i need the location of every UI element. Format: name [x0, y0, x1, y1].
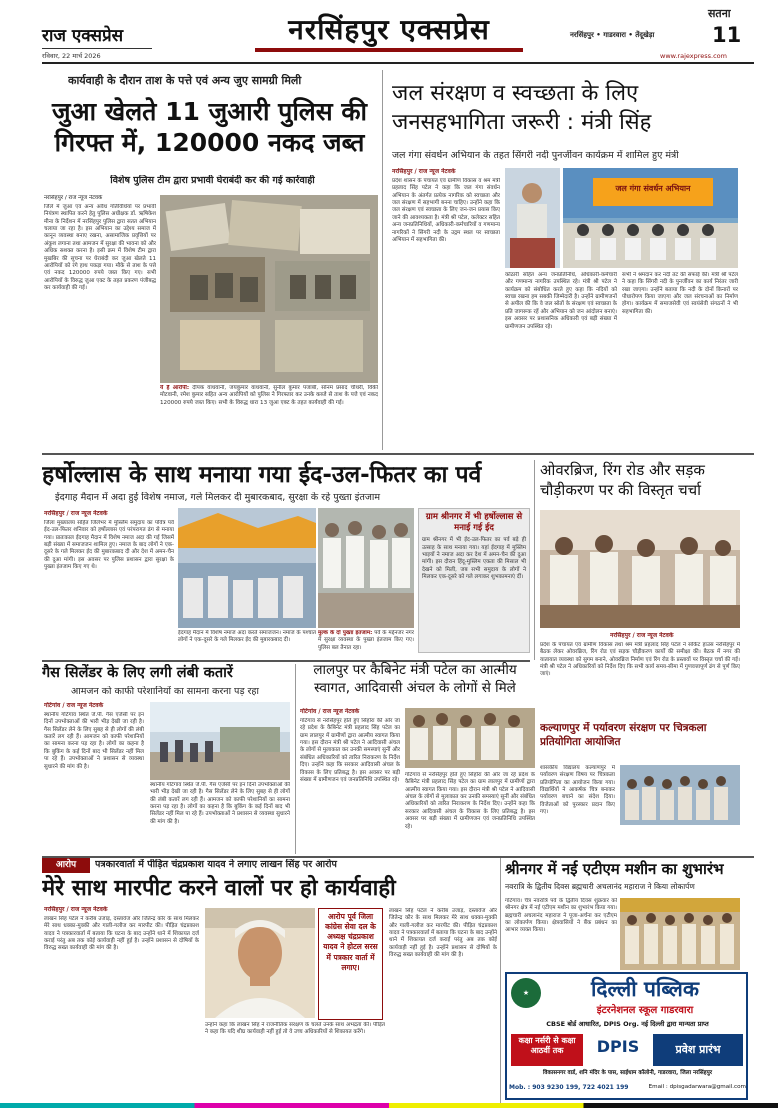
kalyanpur-body: शासकीय विद्यालय कल्याणपुर में पर्यावरण संरक्षण विषय पर चित्रकला प्रतियोगिता का आयोजन किया गया। विद्यार्थियों ने आकर्षक चित्र बनाकर पर्यावरण बचाने का संदेश दिया। विजेताओं को पुरस्कार प्रदान किए गए।	[540, 765, 615, 816]
ad-address: विकासनगर वार्ड, शनि मंदिर के पास, साईधाम कॉलोनी, गाडरवारा, जिला नरसिंहपुर	[542, 1070, 713, 1076]
gas-headline: गैस सिलेंडर के लिए लगी लंबी कतारें	[42, 665, 233, 681]
eid-photo-2	[318, 508, 414, 628]
gas-deck: आमजन को काफी परेशानियों का सामना करना पड़ रहा	[71, 686, 259, 697]
atm-photo	[620, 898, 740, 970]
ad-phone: Mob. : 903 9230 199, 722 4021 199	[509, 1084, 629, 1091]
eid-caption-1: ईदगाह मैदान में विशेष नमाज अदा करते समाजजन। नमाज के पश्चात लोगों ने एक-दूसरे के गले मिलकर ईद की मुबारकबाद दी।	[178, 630, 316, 644]
date-label: रविवार, 22 मार्च 2026	[42, 52, 101, 60]
gas-body-repeat: स्थानीय गोटेगांव स्थित जे.पी. गैस एजेंसी पर इन दिनों उपभोक्ताओं की भारी भीड़ देखी जा रही है। गैस सिलेंडर लेने के लिए सुबह से ही लोगों की लंबी कतारें लग रही हैं। आमजन को काफी परेशानियों का सामना करना पड़ रहा है। लोगों का कहना है कि बुकिंग के कई दिनों बाद भी सिलेंडर नहीं मिल पा रहे हैं। उपभोक्ताओं ने प्रशासन से व्यवस्था सुधारने की मांग की है।	[150, 782, 290, 825]
assault-body: लाखन सिंह पटेल ने करीब उजाड़, दस्तावेज और जितेन्द्र कौर के साथ मिलकर मेरे साथ धक्का-मुक्की और गाली-गलौज कर मारपीट की। पीड़ित चंद्रप्रकाश यादव ने पत्रकारवार्ता में बताया कि घटना के बाद उन्होंने थाने में शिकायत दर्ज कराई परंतु अब तक कोई कार्यवाही नहीं हुई है। उन्होंने प्रशासन से दोषियों के विरुद्ध सख्त कार्यवाही की मांग की है।	[44, 916, 199, 952]
city-label: सतना	[708, 7, 731, 20]
assault-body-repeat: लाखन सिंह पटेल ने करीब उजाड़, दस्तावेज और जितेन्द्र कौर के साथ मिलकर मेरे साथ धक्का-मुक्की और गाली-गलौज कर मारपीट की। पीड़ित चंद्रप्रकाश यादव ने पत्रकारवार्ता में बताया कि घटना के बाद उन्होंने थाने में शिकायत दर्ज कराई परंतु अब तक कोई कार्यवाही नहीं हुई है। उन्होंने प्रशासन से दोषियों के विरुद्ध सख्त कार्यवाही की मांग की है।	[389, 908, 497, 959]
gambling-caption-lead: ये हैं आरोपी:	[160, 385, 190, 391]
lalpur-body: गोटेगांव से नरसिंहपुर होते हुए सिहोरा की ओर जा रहे प्रदेश के कैबिनेट मंत्री प्रहलाद सिंह पटेल का ग्राम लालपुर में ग्रामीणों द्वारा आत्मीय स्वागत किया गया। इस दौरान मंत्री श्री पटेल ने आदिवासी अंचल के लोगों से मुलाकात कर उनकी समस्याएं सुनीं और संबंधित अधिकारियों को त्वरित निराकरण के निर्देश दिए। उन्होंने कहा कि सरकार आदिवासी अंचल के विकास के लिए प्रतिबद्ध है। इस अवसर पर बड़ी संख्या में ग्रामीणजन एवं जनप्रतिनिधि उपस्थित रहे।	[300, 718, 400, 783]
water-photo-stage	[563, 168, 738, 268]
water-photo-minister	[505, 168, 560, 268]
lalpur-headline: लालपुर पर कैबिनेट मंत्री पटेल का आत्मीय स्वागत, आदिवासी अंचल के लोगों से मिले	[313, 662, 517, 696]
registration-marks	[0, 1103, 778, 1108]
eid-caption-2-text: पर्व के मद्देनजर नगर में सुरक्षा व्यवस्था के पुख्ता इंतजाम किए गए। पुलिस बल तैनात रहा।	[318, 630, 414, 651]
gambling-byline: नरसिंहपुर / राज न्यूज नेटवर्क	[44, 195, 103, 201]
assault-byline: नरसिंहपुर / राज न्यूज नेटवर्क	[44, 906, 108, 913]
water-byline: नरसिंहपुर / राज न्यूज नेटवर्क	[392, 168, 456, 175]
gas-body-2	[150, 782, 290, 852]
lalpur-photo	[405, 708, 535, 768]
eid-inset	[418, 508, 530, 653]
ad-admission: प्रवेश प्रारंभ	[653, 1034, 743, 1066]
ad-school-logo: ★	[511, 978, 541, 1008]
assault-body-3	[389, 908, 497, 1100]
gas-photo	[150, 702, 290, 780]
assault-photo	[205, 908, 315, 1018]
assault-tag: आरोप	[42, 858, 90, 873]
assault-headline: मेरे साथ मारपीट करने वालों पर हो कार्यवाही	[42, 876, 396, 901]
kalyanpur-photo	[620, 765, 740, 825]
gambling-caption-text: दीपक वाधवानी, जयकुमार वाधवानी, सुनील कुमार पंजाबी, सोनम प्रसाद चौधरी, विकी मोटवानी, रमेश कुमार सहित अन्य आरोपियों को पुलिस ने गिरफ्तार कर उनके कब्जे से ताश के पत्ते एवं नकद 120000 रुपये जब्त किए। सभी के विरुद्ध धारा 13 जुआ एक्ट के तहत कार्यवाही की गई।	[160, 385, 378, 406]
gambling-photo	[160, 195, 378, 383]
lalpur-body-repeat: गोटेगांव से नरसिंहपुर होते हुए सिहोरा की ओर जा रहे प्रदेश के कैबिनेट मंत्री प्रहलाद सिंह पटेल का ग्राम लालपुर में ग्रामीणों द्वारा आत्मीय स्वागत किया गया। इस दौरान मंत्री श्री पटेल ने आदिवासी अंचल के लोगों से मुलाकात कर उनकी समस्याएं सुनीं और संबंधित अधिकारियों को त्वरित निराकरण के निर्देश दिए। उन्होंने कहा कि सरकार आदिवासी अंचल के विकास के लिए प्रतिबद्ध है। इस अवसर पर बड़ी संख्या में ग्रामीणजन एवं जनप्रतिनिधि उपस्थित रहे।	[405, 772, 535, 830]
eid-body: जिला मुख्यालय सहित जिलेभर में मुस्लिम समुदाय का पवित्र पर्व ईद-उल-फितर शनिवार को हर्षोल्लास एवं परंपरागत ढंग से मनाया गया। प्रातःकाल ईदगाह मैदान में विशेष नमाज अदा की गई जिसमें बड़ी संख्या में समाजजन शामिल हुए। नमाज के बाद लोगों ने एक-दूसरे के गले मिलकर ईद की मुबारकबाद दी और देश में अमन-चैन की दुआ मांगी। इस अवसर पर पुलिस प्रशासन द्वारा सुरक्षा के पुख्ता इंतजाम किए गए थे।	[44, 520, 174, 571]
ad-classes: कक्षा नर्सरी से कक्षा आठवीं तक	[511, 1034, 583, 1066]
water-body-1: प्रदेश शासन के पंचायत एवं ग्रामीण विकास व श्रम मंत्री प्रहलाद सिंह पटेल ने कहा कि जल गंगा संवर्धन अभियान के अंतर्गत प्रत्येक नागरिक को स्वच्छता और जल संरक्षण में सहभागी बनना चाहिए। उन्होंने कहा कि जल संरक्षण एवं स्वच्छता के लिए जन-जन प्रयास किए जाने की आवश्यकता है। मंत्री श्री पटेल, कलेक्टर सहित अन्य जनप्रतिनिधियों, अधिकारी-कर्मचारियों व गणमान्य नागरिकों ने सिंगरी नदी के उद्गम स्थल पर स्वच्छता अभियान में सहभागिता की।	[392, 178, 500, 243]
ad-sub: इंटरनेशनल स्कूल गाडरवारा	[596, 1005, 694, 1016]
atm-body: गोटेगांव। चैत्र नवरात्रि पर्व के द्वितीय दिवस शुक्रवार को श्रीनगर क्षेत्र में नई एटीएम मशीन का शुभारंभ किया गया। ब्रह्मचारी अचलानंद महाराज ने पूजा-अर्चना कर एटीएम का लोकार्पण किया। क्षेत्रवासियों ने बैंक प्रबंधन का आभार व्यक्त किया।	[505, 898, 617, 934]
ad-brand: दिल्ली पब्लिक	[590, 977, 700, 1001]
overbridge-byline: नरसिंहपुर / राज न्यूज नेटवर्क	[610, 632, 674, 639]
overbridge-headline: ओवरब्रिज, रिंग रोड और सड़क चौड़ीकरण पर की विस्तृत चर्चा	[540, 461, 705, 500]
places-label: नरसिंहपुर • गाडरवारा • तेंदूखेड़ा	[570, 31, 655, 39]
website: www.rajexpress.com	[660, 52, 727, 60]
assault-kicker: पत्रकारवार्ता में पीड़ित चंद्रप्रकाश यादव ने लगाए लाखन सिंह पर आरोप	[95, 859, 337, 870]
gambling-deck: विशेष पुलिस टीम द्वारा प्रभावी घेराबंदी कर की गई कार्रवाही	[110, 175, 315, 186]
eid-photo-1	[178, 508, 316, 628]
school-ad	[505, 972, 748, 1100]
masthead	[0, 0, 778, 64]
gas-byline: गोटेगांव / राज न्यूज नेटवर्क	[44, 702, 104, 709]
gambling-caption	[160, 385, 378, 445]
water-stage-banner: जल गंगा संवर्धन अभियान	[615, 184, 691, 193]
overbridge-photo	[540, 510, 740, 628]
eid-byline: नरसिंहपुर / राज न्यूज नेटवर्क	[44, 510, 108, 517]
edition-label: राज एक्सप्रेस	[42, 26, 124, 46]
page-number: 11	[712, 23, 742, 47]
gambling-body: जिले में जुआ एवं अन्य अवैध गतिविधियों पर प्रभावी नियंत्रण स्थापित करने हेतु पुलिस अधीक्षक डॉ. ऋषिकेश मीना के निर्देशन में नरसिंहपुर पुलिस द्वारा सतत अभियान चलाया जा रहा है। इस अभियान का उद्देश्य समाज में कानून व्यवस्था बनाए रखना, असामाजिक प्रवृत्तियों पर अंकुश लगाना तथा आमजन में सुरक्षा की भावना को और अधिक सशक्त करना है। इसी क्रम में विशेष टीम द्वारा मुखबिर की सूचना पर घेराबंदी कर जुआ खेलते 11 आरोपियों को रंगे हाथ पकड़ा गया। मौके से ताश के पत्ते एवं नकद 120000 रुपये जब्त किए गए। सभी आरोपियों के विरुद्ध जुआ एक्ट के तहत प्रकरण पंजीबद्ध कर कार्यवाही की गई।	[44, 204, 156, 291]
water-headline: जल संरक्षण व स्वच्छता के लिए जनसहभागिता जरूरी : मंत्री सिंह	[392, 81, 652, 135]
eid-inset-headline: ग्राम श्रीनगर में भी हर्षोल्लास से मनाई गई ईद	[425, 512, 523, 533]
kalyanpur-headline: कल्याणपुर में पर्यावरण संरक्षण पर चित्रकला प्रतियोगिता आयोजित	[540, 722, 707, 748]
eid-inset-body: ग्राम श्रीनगर में भी ईद-उल-फितर का पर्व बड़े ही उत्साह के साथ मनाया गया। यहां ईदगाह में मुस्लिम भाइयों ने नमाज अदा कर देश में अमन-चैन की दुआ मांगी। इस दौरान हिंदू-मुस्लिम एकता की मिसाल भी देखने को मिली, जब सभी समुदाय के लोगों ने मिलकर एक-दूसरे को गले लगाकर शुभकामनाएं दीं।	[422, 537, 526, 581]
assault-body-2: उन्होंने कहा कि लाखन सिंह ने राजनीतिक संरक्षण के चलते उनके साथ अभद्रता की। पीड़ित ने कहा कि यदि शीघ्र कार्यवाही नहीं हुई तो वे उच्च अधिकारियों से शिकायत करेंगे।	[205, 1022, 385, 1036]
water-body-3: सभी ने श्रमदान कर नदी तट की सफाई की। मंत्री श्री पटेल ने कहा कि सिंगरी नदी के पुनर्जीवन का कार्य निरंतर जारी रखा जाएगा। उन्होंने बताया कि नदी के दोनों किनारों पर पौधारोपण किया जाएगा और जल संरचनाओं का निर्माण होगा। कार्यक्रम में समाजसेवी एवं स्वयंसेवी संगठनों ने भी सहभागिता की।	[622, 272, 738, 315]
atm-headline: श्रीनगर में नई एटीएम मशीन का शुभारंभ	[505, 860, 724, 878]
water-deck: जल गंगा संवर्धन अभियान के तहत सिंगरी नदी पुनर्जीवन कार्यक्रम में शामिल हुए मंत्री	[392, 150, 679, 161]
eid-deck: ईदगाह मैदान में अदा हुई विशेष नमाज, गले मिलकर दी मुबारकबाद, सुरक्षा के रहे पुख्ता इंतजाम	[55, 492, 381, 503]
gambling-headline: जुआ खेलते 11 जुआरी पुलिस की गिरफ्त में, 120000 नकद जब्त	[51, 97, 368, 158]
eid-caption-2	[318, 630, 414, 656]
water-body-2: कोठारी सहित अन्य जनप्रतिनिधि, अधिकारी-कर्मचारी और गणमान्य नागरिक उपस्थित रहे। मंत्री श्री पटेल ने कार्यक्रम को संबोधित करते हुए कहा कि नदियों को स्वच्छ रखना हम सबकी जिम्मेदारी है। उन्होंने ग्रामीणजनों से अपील की कि वे जल स्रोतों के संरक्षण एवं स्वच्छता के प्रति जागरूक रहें और अभियान को जन आंदोलन बनाएं। इस अवसर पर प्रशासनिक अधिकारी एवं बड़ी संख्या में ग्रामीणजन उपस्थित रहे।	[505, 272, 617, 330]
gas-body: स्थानीय गोटेगांव स्थित जे.पी. गैस एजेंसी पर इन दिनों उपभोक्ताओं की भारी भीड़ देखी जा रही है। गैस सिलेंडर लेने के लिए सुबह से ही लोगों की लंबी कतारें लग रही हैं। आमजन को काफी परेशानियों का सामना करना पड़ रहा है। लोगों का कहना है कि बुकिंग के कई दिनों बाद भी सिलेंडर नहीं मिल पा रहे हैं। उपभोक्ताओं ने प्रशासन से व्यवस्था सुधारने की मांग की है।	[44, 712, 144, 770]
atm-deck: नवरात्रि के द्वितीय दिवस ब्रह्मचारी अचलानंद महाराज ने किया लोकार्पण	[505, 882, 695, 891]
eid-headline: हर्षोल्लास के साथ मनाया गया ईद-उल-फितर का पर्व	[42, 462, 482, 488]
assault-pullquote: आरोप पूर्व जिला कांग्रेस सेवा दल के अध्यक्ष चंद्रप्रकाश यादव ने होटल सरस में पत्रकार वार्ता में लगाए।	[318, 908, 383, 1020]
lalpur-body-2	[405, 772, 535, 854]
lalpur-byline: गोटेगांव / राज न्यूज नेटवर्क	[300, 708, 360, 715]
eid-caption-2-lead: मुल्क के दो पुख्ता इंतजाम:	[318, 630, 373, 636]
ad-cbse: CBSE बोर्ड आधारित, DPIS Org. नई दिल्ली द्वारा मान्यता प्राप्त	[546, 1020, 709, 1028]
gambling-kicker: कार्यवाही के दौरान ताश के पत्ते एवं अन्य जुए सामग्री मिली	[68, 74, 302, 87]
masthead-title: नरसिंहपुर एक्सप्रेस	[288, 13, 490, 46]
overbridge-body: प्रदेश के पंचायत एवं ग्रामीण विकास तथा श्रम मंत्री प्रहलाद सिंह पटेल ने सर्किट हाउस नरसिंहपुर में बैठक लेकर ओवरब्रिज, रिंग रोड एवं सड़क चौड़ीकरण कार्यों की समीक्षा की। बैठक में नगर की यातायात व्यवस्था को सुगम बनाने, ओवरब्रिज निर्माण एवं रिंग रोड के प्रस्तावों पर विस्तृत चर्चा की गई। मंत्री श्री पटेल ने अधिकारियों को निर्देश दिए कि सभी कार्य समय-सीमा में गुणवत्तापूर्ण ढंग से पूर्ण किए जाएं।	[540, 642, 740, 678]
ad-logo-dpis: DPIS	[596, 1037, 640, 1056]
ad-email: Email : dpisgadarwara@gmail.com	[648, 1084, 746, 1090]
